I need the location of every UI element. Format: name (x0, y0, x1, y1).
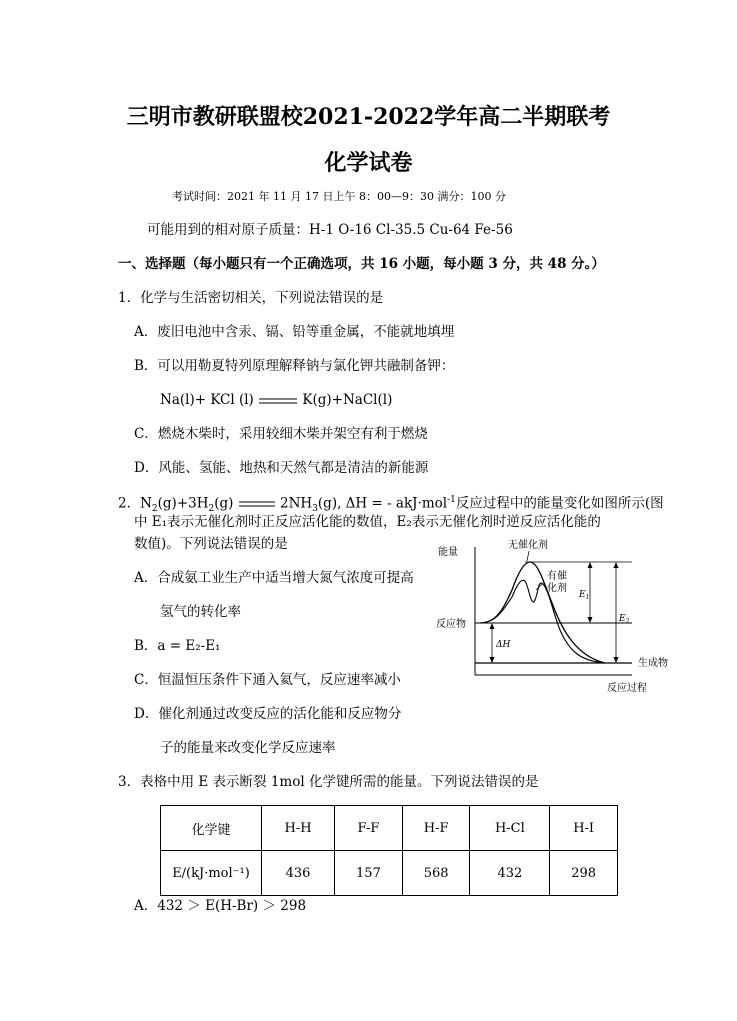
section-title: 一、选择题（每小题只有一个正确选项，共 16 小题，每小题 3 分，共 48 分。） (118, 256, 605, 272)
q1-eq-right: K(g)+NaCl(l) (302, 392, 393, 408)
q2-stem-line1: 2．$N_2(g)+3H_2(g)$ $2NH_3(g)$, ΔH = - akJ·mol$^{-1}$反应过程中的能量变化如图所示(图 (118, 495, 664, 515)
product-label: 生成物 (638, 658, 668, 669)
no-catalyst-label: 无催化剂 (508, 540, 548, 551)
table-cell: 298 (550, 851, 618, 896)
q2-stem-line3: 数值)。下列说法错误的是 (134, 536, 288, 552)
table-row (161, 851, 618, 896)
table-header-cell: F-F (335, 806, 403, 851)
q2-option-a-line2: 氢气的转化率 (160, 604, 241, 620)
dh-label: ΔH (496, 640, 511, 650)
catalyst-label-2: 化剂 (547, 583, 567, 594)
e1-label: $E_1$ (579, 590, 590, 601)
q2-stem-line2: 中 E₁表示无催化剂时正反应活化能的数值，E₂表示无催化剂时逆反应活化能的 (134, 514, 601, 530)
e2-label: $E_2$ (619, 614, 630, 625)
x-axis-label: 反应过程 (607, 683, 647, 694)
exam-title: 三明市教研联盟校2021-2022学年高二半期联考 (126, 104, 611, 130)
q3-option-a: A．432 ＞ E(H-Br) ＞ 298 (134, 898, 307, 914)
exam-info: 考试时间：2021 年 11 月 17 日上午 8：00—9：30 满分：100 分 (172, 190, 506, 203)
q1-eq-left: Na(l)+ KCl (l) (160, 392, 254, 408)
q3-stem: 3．表格中用 E 表示断裂 1mol 化学键所需的能量。下列说法错误的是 (118, 774, 539, 790)
q1-option-c: C．燃烧木柴时，采用较细木柴并架空有利于燃烧 (134, 426, 428, 442)
equilibrium-arrow-icon (238, 499, 276, 509)
table-cell: 436 (262, 851, 335, 896)
bond-energy-table (160, 805, 618, 896)
table-header-cell: 化学键 (161, 806, 262, 851)
table-row-label: E/(kJ·mol⁻¹) (161, 851, 262, 896)
catalyst-label-1: 有催 (547, 571, 567, 582)
q2-option-d-line2: 子的能量来改变化学反应速率 (160, 740, 336, 756)
energy-diagram (420, 535, 690, 700)
q2-option-b: B．a = E₂-E₁ (134, 638, 221, 654)
table-header-cell: H-Cl (470, 806, 550, 851)
q1-option-a: A．废旧电池中含汞、镉、铅等重金属，不能就地填埋 (134, 324, 455, 340)
table-header-cell: H-I (550, 806, 618, 851)
paper-subtitle: 化学试卷 (324, 150, 413, 176)
atomic-masses: 可能用到的相对原子质量：H-1 O-16 Cl-35.5 Cu-64 Fe-56 (147, 222, 513, 238)
table-header-row (161, 806, 618, 851)
q1-option-d: D．风能、氢能、地热和天然气都是清洁的新能源 (134, 460, 429, 476)
q1-stem: 1．化学与生活密切相关，下列说法错误的是 (118, 290, 384, 306)
table-cell: 157 (335, 851, 403, 896)
table-header-cell: H-H (262, 806, 335, 851)
table-header-cell: H-F (402, 806, 470, 851)
catalyst-curve (480, 580, 605, 663)
equilibrium-arrow-icon (258, 396, 298, 406)
reactant-label: 反应物 (436, 619, 466, 630)
table-cell: 432 (470, 851, 550, 896)
q2-option-d-line1: D．催化剂通过改变反应的活化能和反应物分 (134, 706, 402, 722)
q1-option-b: B．可以用勒夏特列原理解释钠与氯化钾共融制备钾： (134, 358, 455, 374)
y-axis-label: 能量 (438, 547, 458, 558)
table-cell: 568 (402, 851, 470, 896)
q2-option-c: C．恒温恒压条件下通入氦气，反应速率减小 (134, 672, 401, 688)
q1-equation (160, 390, 392, 410)
q2-option-a-line1: A．合成氨工业生产中适当增大氮气浓度可提高 (134, 570, 414, 586)
